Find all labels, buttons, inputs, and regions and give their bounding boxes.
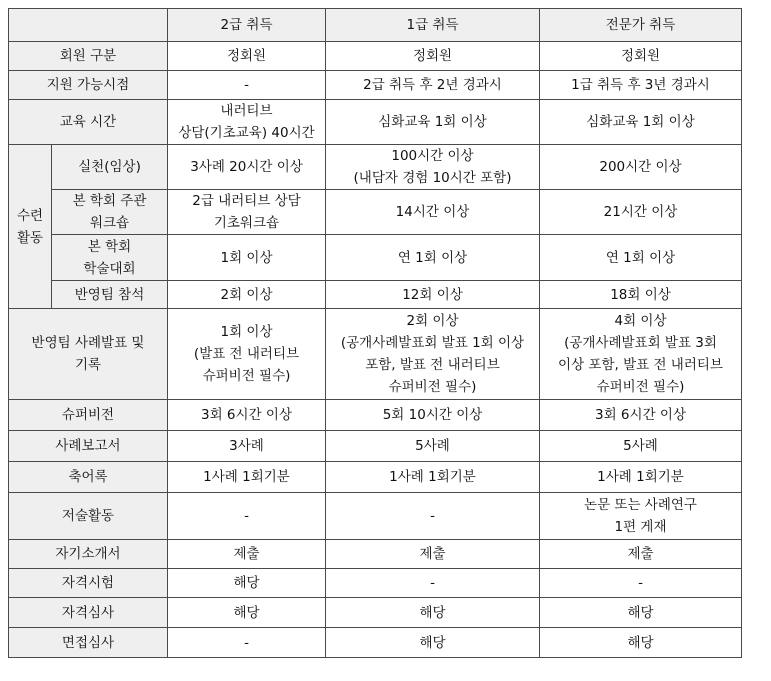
table-row-verbatim (9, 462, 742, 493)
row-label-case-report: 사례보고서 (9, 431, 168, 462)
cell-education-grade1: 심화교육 1회 이상 (326, 100, 540, 145)
row-label-reflecting-team: 반영팀 참석 (52, 281, 168, 309)
cell-self-intro-grade2: 제출 (168, 540, 326, 569)
table-row-eligibility (9, 71, 742, 100)
row-label-verbatim: 축어록 (9, 462, 168, 493)
cell-interview-grade1: 해당 (326, 628, 540, 658)
cell-exam-grade1: - (326, 569, 540, 598)
cell-supervision-grade2: 3회 6시간 이상 (168, 400, 326, 431)
cell-membership-grade1: 정회원 (326, 42, 540, 71)
cell-workshop-grade2: 2급 내러티브 상담 기초워크숍 (168, 190, 326, 235)
certification-table-container (8, 8, 742, 658)
cell-case-presentation-grade1: 2회 이상 (공개사례발표회 발표 1회 이상 포함, 발표 전 내러티브 슈퍼비전 필수) (326, 309, 540, 400)
cell-verbatim-grade1: 1사례 1회기분 (326, 462, 540, 493)
row-label-workshop: 본 학회 주관 워크숍 (52, 190, 168, 235)
cell-self-intro-grade1: 제출 (326, 540, 540, 569)
cell-eligibility-grade2: - (168, 71, 326, 100)
cell-review-grade2: 해당 (168, 598, 326, 628)
cell-interview-expert: 해당 (540, 628, 742, 658)
cell-reflecting-team-grade2: 2회 이상 (168, 281, 326, 309)
table-row-workshop (9, 190, 742, 235)
cell-workshop-grade1: 14시간 이상 (326, 190, 540, 235)
table-row-review (9, 598, 742, 628)
cell-self-intro-expert: 제출 (540, 540, 742, 569)
table-row-exam (9, 569, 742, 598)
cell-verbatim-grade2: 1사례 1회기분 (168, 462, 326, 493)
cell-reflecting-team-grade1: 12회 이상 (326, 281, 540, 309)
cell-supervision-grade1: 5회 10시간 이상 (326, 400, 540, 431)
cell-conference-grade2: 1회 이상 (168, 235, 326, 281)
cell-practice-grade1: 100시간 이상 (내담자 경험 10시간 포함) (326, 145, 540, 190)
cell-writing-grade2: - (168, 493, 326, 540)
table-row-reflecting-team (9, 281, 742, 309)
table-row-supervision (9, 400, 742, 431)
cell-writing-grade1: - (326, 493, 540, 540)
cell-education-expert: 심화교육 1회 이상 (540, 100, 742, 145)
cell-conference-grade1: 연 1회 이상 (326, 235, 540, 281)
cell-exam-grade2: 해당 (168, 569, 326, 598)
cell-case-report-grade1: 5사례 (326, 431, 540, 462)
cell-exam-expert: - (540, 569, 742, 598)
row-label-exam: 자격시험 (9, 569, 168, 598)
table-row-interview (9, 628, 742, 658)
header-expert: 전문가 취득 (540, 9, 742, 42)
table-row-membership (9, 42, 742, 71)
table-row-practice (9, 145, 742, 190)
header-grade2: 2급 취득 (168, 9, 326, 42)
row-label-education: 교육 시간 (9, 100, 168, 145)
cell-membership-expert: 정회원 (540, 42, 742, 71)
row-label-case-presentation: 반영팀 사례발표 및 기록 (9, 309, 168, 400)
cell-practice-expert: 200시간 이상 (540, 145, 742, 190)
cell-practice-grade2: 3사례 20시간 이상 (168, 145, 326, 190)
cell-eligibility-expert: 1급 취득 후 3년 경과시 (540, 71, 742, 100)
certification-requirements-table (8, 8, 742, 658)
row-label-writing: 저술활동 (9, 493, 168, 540)
cell-supervision-expert: 3회 6시간 이상 (540, 400, 742, 431)
row-label-conference: 본 학회 학술대회 (52, 235, 168, 281)
header-grade1: 1급 취득 (326, 9, 540, 42)
cell-verbatim-expert: 1사례 1회기분 (540, 462, 742, 493)
group-label-training: 수련 활동 (9, 145, 52, 309)
cell-interview-grade2: - (168, 628, 326, 658)
cell-review-expert: 해당 (540, 598, 742, 628)
table-row-case-presentation (9, 309, 742, 400)
table-row-self-intro (9, 540, 742, 569)
row-label-review: 자격심사 (9, 598, 168, 628)
header-corner-cell (9, 9, 168, 42)
table-row-conference (9, 235, 742, 281)
cell-eligibility-grade1: 2급 취득 후 2년 경과시 (326, 71, 540, 100)
row-label-supervision: 슈퍼비전 (9, 400, 168, 431)
row-label-self-intro: 자기소개서 (9, 540, 168, 569)
cell-case-report-expert: 5사례 (540, 431, 742, 462)
cell-case-report-grade2: 3사례 (168, 431, 326, 462)
table-row-writing (9, 493, 742, 540)
row-label-interview: 면접심사 (9, 628, 168, 658)
row-label-membership: 회원 구분 (9, 42, 168, 71)
table-row-case-report (9, 431, 742, 462)
cell-review-grade1: 해당 (326, 598, 540, 628)
cell-reflecting-team-expert: 18회 이상 (540, 281, 742, 309)
cell-case-presentation-expert: 4회 이상 (공개사례발표회 발표 3회 이상 포함, 발표 전 내러티브 슈퍼비전 필수) (540, 309, 742, 400)
cell-conference-expert: 연 1회 이상 (540, 235, 742, 281)
cell-workshop-expert: 21시간 이상 (540, 190, 742, 235)
cell-writing-expert: 논문 또는 사례연구 1편 게재 (540, 493, 742, 540)
table-row-education (9, 100, 742, 145)
cell-education-grade2: 내러티브 상담(기초교육) 40시간 (168, 100, 326, 145)
cell-case-presentation-grade2: 1회 이상 (발표 전 내러티브 슈퍼비전 필수) (168, 309, 326, 400)
cell-membership-grade2: 정회원 (168, 42, 326, 71)
row-label-eligibility: 지원 가능시점 (9, 71, 168, 100)
row-label-practice: 실천(임상) (52, 145, 168, 190)
header-row (9, 9, 742, 42)
